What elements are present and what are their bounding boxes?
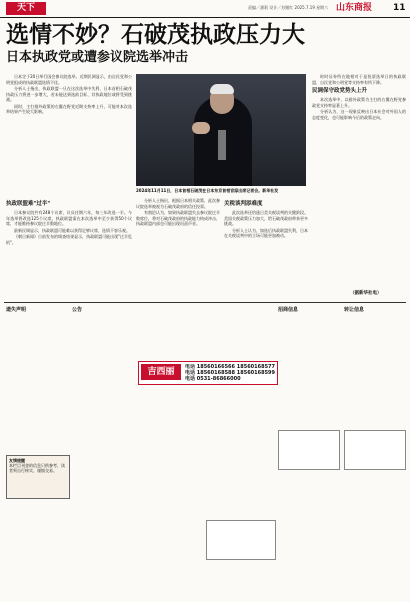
small-ad <box>278 430 340 470</box>
paragraph: 日本定于20日举行国会参议院选举。近期民调显示，由自民党和公明党组成的执政联盟选情不佳。 <box>6 74 132 85</box>
article-col-4 <box>312 74 406 288</box>
notice-title: 友情提醒 <box>9 458 25 463</box>
small-ad <box>206 520 276 560</box>
ad-phone: 电话 18560166566 18560168577 <box>185 364 275 370</box>
classified-col-1 <box>6 304 70 598</box>
section-tag: 天下 <box>6 2 46 15</box>
photo-hair <box>210 84 234 94</box>
ad-phone: 电话 18560168588 18560168599 <box>185 370 275 376</box>
agency-credit: （据新华社电） <box>350 291 382 296</box>
news-photo <box>136 74 306 186</box>
box-title: 招商信息 <box>278 307 299 313</box>
ad-phone: 电话 0531-86866000 <box>185 376 241 382</box>
paragraph: 此次选举还恰逢日美关税谈判的关键阶段。美国关税政策压力加大，给石破茂政府带来更多挑战。 <box>224 210 308 226</box>
ad-phones <box>185 364 275 382</box>
paragraph: 分析人士指出，根据日本相关政策，此次参议院选举被视为石破茂政府的信任投票。 <box>136 198 220 209</box>
article-col-2 <box>136 198 220 302</box>
divider <box>4 302 406 303</box>
photo-caption: 2024年11月11日，日本首相石破茂在日本东京首相官邸出席记者会。新华社发 <box>136 188 279 193</box>
headline: 选情不妙？石破茂执政压力大 <box>6 21 305 48</box>
paper-name: 山东商报 <box>336 3 373 13</box>
box-title: 遗失声明 <box>6 307 27 313</box>
paragraph: 《朝日新闻》日前发布的调查结果显示，执政联盟可能出现"过半危机"。 <box>6 234 132 245</box>
page-number: 11 <box>393 3 406 13</box>
box-title: 公告 <box>72 307 83 313</box>
section-title: 关税谈判添难度 <box>224 201 263 207</box>
article-col-1b <box>6 198 132 302</box>
paragraph: 时时证券所在地相对于是投票选举日的执政联盟，自民党和公明党等支持率有所下降。 <box>312 74 406 85</box>
subheadline: 日本执政党或遭参议院选举冲击 <box>6 50 189 65</box>
paragraph: 同时，主打排外政策的右翼在野党近期支持率上升，可能对本次选举结果产生较大影响。 <box>6 103 132 114</box>
paragraph: 最新民调显示，执政联盟可能难以获得足够议席，选情不容乐观。 <box>14 227 130 233</box>
paragraph: 分析认为，这一现象反映出日本社会对外国人的态度变化，也可能影响今后的政策走向。 <box>312 109 406 120</box>
notice-box <box>6 455 70 499</box>
classified-col-3 <box>138 304 204 598</box>
photo-microphone <box>218 130 226 160</box>
notice-text: 本栏目刊登的信息只供参考，读者须自行核实，谨慎交易。 <box>9 463 65 473</box>
ad-logo: 吉西丽 <box>141 364 181 380</box>
section-title: 民调保守政党势头上升 <box>312 88 368 94</box>
article-col-1 <box>6 74 132 198</box>
box-title: 转让信息 <box>344 307 365 313</box>
photo-hand <box>192 122 210 134</box>
masthead <box>0 0 410 18</box>
article-col-3 <box>224 198 308 302</box>
paragraph: 本次选举中，以排外政策为主打的右翼在野党参政党支持率显著上升。 <box>312 97 406 108</box>
paragraph: 有舆论认为，如果执政联盟失去参议院过半数席位，将对石破茂政府的执政能力构成冲击，执政联盟内部也可能出现问责声音。 <box>136 210 220 226</box>
paragraph: 分析人士指出，执政联盟一旦在这次选举中失利，日本首相石破茂执政压力将进一步增大，若未能达到选前目标，其执政地位或将受到挑战。 <box>6 86 132 102</box>
paragraph: 日本参议院共有248个议席，议员任期六年，每三年改选一半。今年选举将改选125个议席。执政联盟需在本次选举中至少获得50个议席，才能维持参议院过半数地位。 <box>6 210 132 226</box>
paragraph: 分析人士认为，如选后执政联盟失利，日本在关税谈判中的立场可能更加被动。 <box>224 227 308 238</box>
classified-col-2 <box>72 304 136 598</box>
small-ad <box>344 430 406 470</box>
ad-banner <box>138 361 278 385</box>
masthead-meta: 责编／潘莉 设计／苏继红 2025.7.19 星期六 <box>248 5 329 10</box>
section-title: 执政联盟难"过半" <box>6 201 51 207</box>
